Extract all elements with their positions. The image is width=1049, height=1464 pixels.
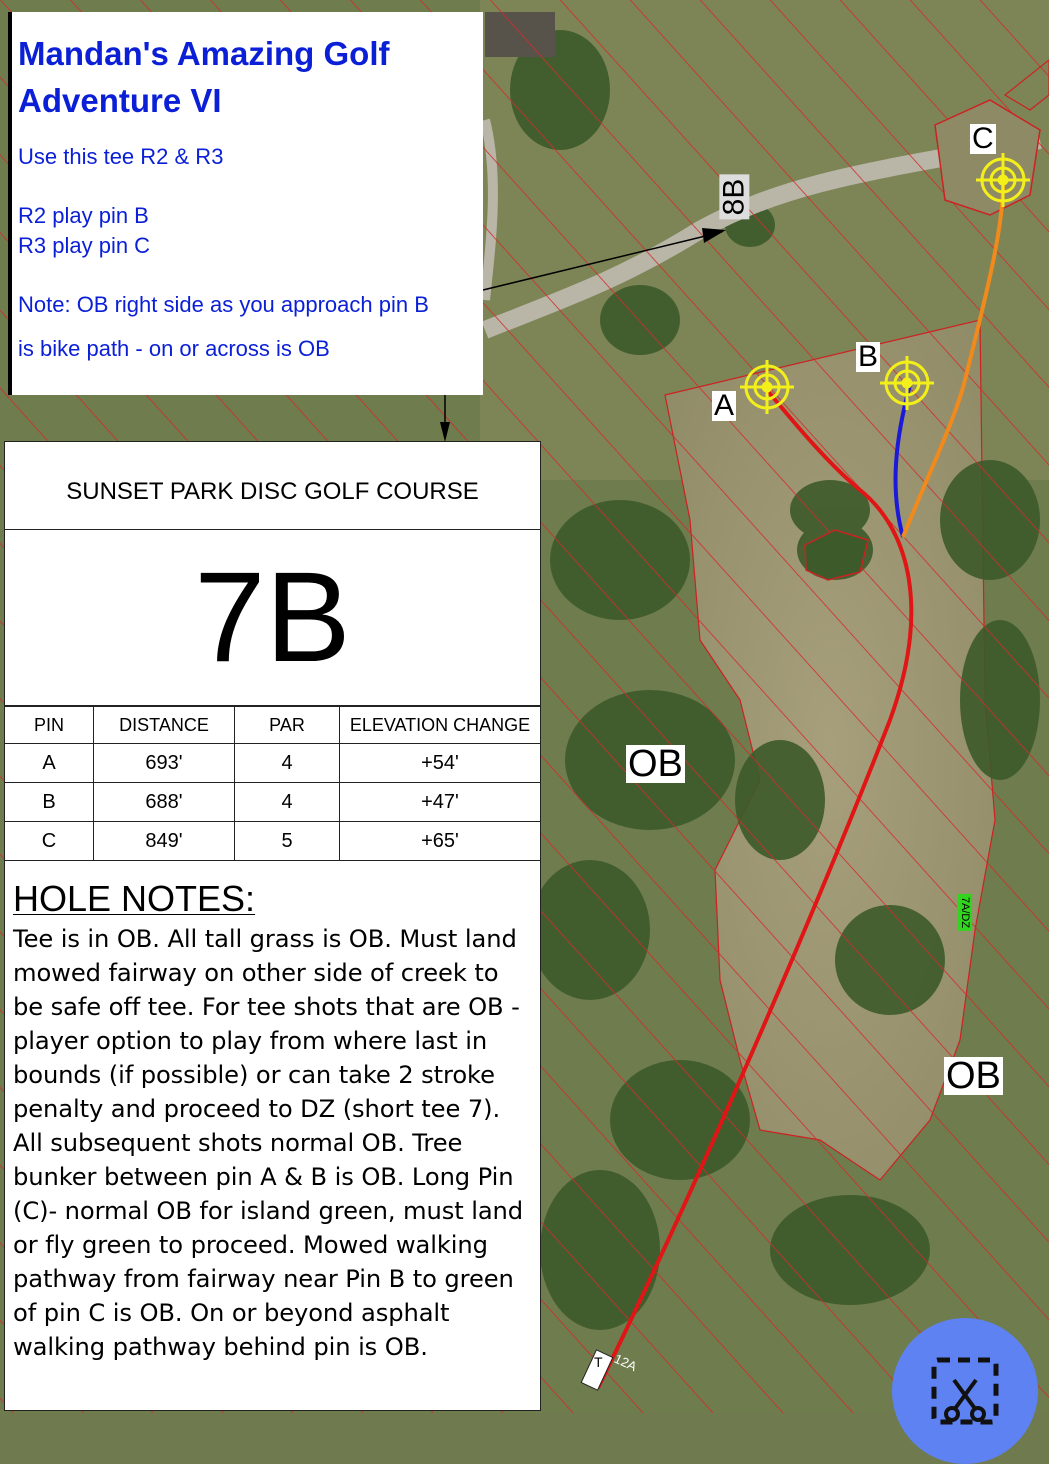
ob-note-line2: is bike path - on or across is OB — [18, 336, 330, 361]
distance-cell: 688' — [94, 783, 235, 822]
par-cell: 4 — [235, 783, 340, 822]
elevation-cell: +47' — [340, 783, 541, 822]
pin-cell: B — [5, 783, 94, 822]
hole-instructions-box — [8, 12, 483, 395]
elevation-cell: +65' — [340, 822, 541, 861]
r3-instruction: R3 play pin C — [18, 233, 151, 258]
course-title-line2: Adventure VI — [18, 82, 222, 119]
screenshot-select-button[interactable] — [892, 1318, 1038, 1464]
distance-cell: 849' — [94, 822, 235, 861]
table-row — [5, 783, 540, 822]
pin-cell: C — [5, 822, 94, 861]
next-hole-label: 8B — [719, 175, 749, 220]
hole-notes-heading: HOLE NOTES: — [13, 878, 256, 919]
pin-stats-table — [5, 706, 540, 861]
hole-scorecard — [4, 441, 541, 1411]
ob-label-right: OB — [946, 1055, 1001, 1097]
course-title-line1: Mandan's Amazing Golf — [18, 35, 390, 72]
park-name: SUNSET PARK DISC GOLF COURSE — [5, 442, 540, 530]
course-title — [18, 30, 478, 124]
pin-b-label: B — [858, 340, 879, 373]
tee-alt-label: 12A — [611, 1350, 640, 1375]
hole-number: 7B — [5, 530, 540, 706]
table-row — [5, 744, 540, 783]
table-row — [5, 822, 540, 861]
distance-cell: 693' — [94, 744, 235, 783]
column-header: DISTANCE — [94, 707, 235, 744]
table-header-row — [5, 707, 540, 744]
column-header: PAR — [235, 707, 340, 744]
hole-notes-text: Tee is in OB. All tall grass is OB. Must land mowed fairway on other side of creek to be safe off tee. For tee shots that are OB - player option to play from where last in bounds (if possible) or can take 2 stroke penalty and proceed to DZ (short tee 7). All subsequent shots normal OB. Tree bunker between pin A & B is OB. Long Pin (C)- normal OB for island green, must land or fly green to proceed. Mowed walking pathway from fairway near Pin B to green of pin C is OB. On or beyond asphalt walking pathway behind pin is OB. — [13, 925, 524, 1361]
pin-c-label: C — [972, 122, 994, 155]
r2-instruction: R2 play pin B — [18, 203, 149, 228]
pin-cell: A — [5, 744, 94, 783]
pin-a-label: A — [714, 389, 735, 422]
tee-label: T — [594, 1354, 603, 1370]
ob-label-left: OB — [628, 743, 683, 785]
drop-zone-label: 7A/DZ — [957, 894, 972, 931]
column-header: PIN — [5, 707, 94, 744]
par-cell: 4 — [235, 744, 340, 783]
elevation-cell: +54' — [340, 744, 541, 783]
par-cell: 5 — [235, 822, 340, 861]
scissors-select-icon — [892, 1318, 1038, 1464]
column-header: ELEVATION CHANGE — [340, 707, 541, 744]
tee-instruction: Use this tee R2 & R3 — [18, 144, 224, 169]
ob-note-line1: Note: OB right side as you approach pin B — [18, 292, 429, 317]
